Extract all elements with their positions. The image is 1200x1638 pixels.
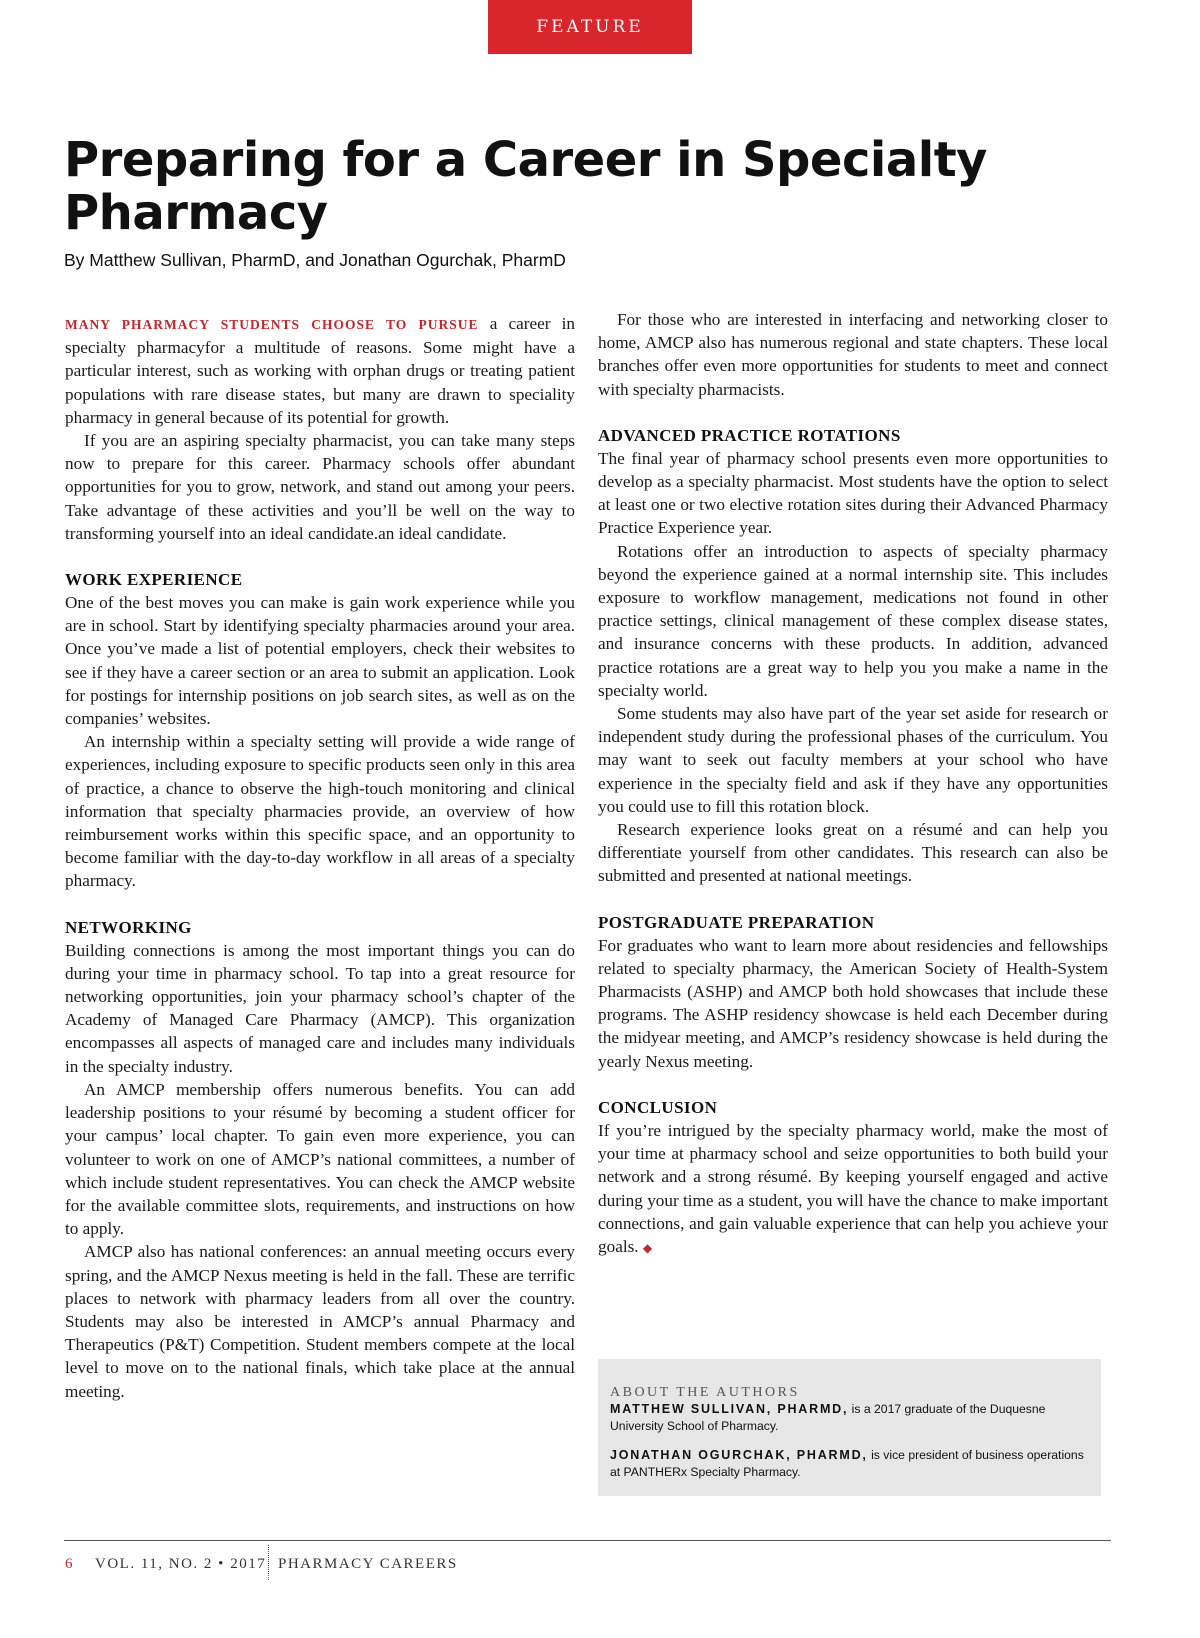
heading-networking: NETWORKING xyxy=(65,917,192,937)
rotations-paragraph-2: Rotations offer an introduction to aspects of specialty pharmacy beyond the experience gained at a normal internship site. This includes exposure to workflow management, medications not found in other practice settings, clinical management of these complex disease states, and insurance concerns with these products. In addition, advanced practice rotations are a great way to help you you make a name in the specialty world. xyxy=(598,541,1108,700)
author-name-2: JONATHAN OGURCHAK, PHARMD, xyxy=(610,1448,868,1462)
heading-rotations: ADVANCED PRACTICE ROTATIONS xyxy=(598,425,901,445)
intro-paragraph-2: If you are an aspiring specialty pharmacist, you can take many steps now to prepare for this career. Pharmacy schools offer abundant opportunities for you to grow, network, and stand out among your peers. Take advantage of these activities and you’ll be well on the way to transforming yourself into an ideal candidate.an ideal candidate. xyxy=(65,431,575,543)
journal-name: PHARMACY CAREERS xyxy=(278,1556,458,1572)
left-column xyxy=(65,312,575,1403)
end-mark-icon: ◆ xyxy=(642,1240,653,1255)
work-paragraph-1: One of the best moves you can make is gain work experience while you are in school. Start by identifying specialty pharmacies around your area. Once you’ve made a list of potential employers, check their websites to see if they have a career section or an area to submit an application. Look for postings for internship positions on job search sites, as well as on the companies’ websites. xyxy=(65,593,575,729)
section-tab: FEATURE xyxy=(488,0,692,54)
about-authors-box xyxy=(598,1359,1101,1496)
author-bio-2 xyxy=(610,1447,1089,1481)
footer-separator xyxy=(268,1545,269,1580)
rotations-paragraph-3: Some students may also have part of the year set aside for research or independent study during the professional phases of the curriculum. You may want to seek out faculty members at your school who have experience in the specialty field and ask if they have any opportunities you could use to fill this rotation block. xyxy=(598,704,1108,816)
intro-paragraph-1 xyxy=(65,312,575,429)
author-bio-1-text: is a 2017 graduate of the Duquesne University School of Pharmacy. xyxy=(610,1402,1046,1433)
rotations-paragraph-4: Research experience looks great on a résumé and can help you differentiate yourself from other candidates. This research can also be submitted and presented at national meetings. xyxy=(598,820,1108,886)
conclusion-paragraph-1 xyxy=(598,1119,1108,1260)
right-column xyxy=(598,308,1108,1260)
article-title: Preparing for a Career in Specialty Pharmacy xyxy=(64,132,987,241)
footer-rule xyxy=(64,1540,1111,1541)
heading-postgraduate: POSTGRADUATE PREPARATION xyxy=(598,912,875,932)
page-number: 6 xyxy=(65,1556,74,1572)
heading-work-experience: WORK EXPERIENCE xyxy=(65,570,243,590)
conclusion-text: If you’re intrigued by the specialty pharmacy world, make the most of your time at pharmacy school and seize opportunities to both build your network and a strong résumé. By keeping yourself engaged and active during your time as a student, you will have the chance to make important connections, and gain valuable experience that can help you achieve your goals. xyxy=(598,1120,1108,1256)
intro-paragraph-1-text: a career in specialty pharmacyfor a multitude of reasons. Some might have a particular interest, such as working with orphan drugs or treating patient populations with rare disease states, but many are drawn to speciality pharmacy in general because of its potential for growth. xyxy=(65,314,575,427)
author-bio-1 xyxy=(610,1401,1089,1435)
networking-paragraph-2: An AMCP membership offers numerous benefits. You can add leadership positions to your résumé by becoming a student officer for your campus’ local chapter. To gain even more experience, you can volunteer to work on one of AMCP’s national committees, a number of which include student representatives. You can check the AMCP website for the available committee slots, requirements, and instructions on how to apply. xyxy=(65,1079,575,1239)
postgraduate-paragraph-1: For graduates who want to learn more about residencies and fellowships related to specialty pharmacy, the American Society of Health-System Pharmacists (ASHP) and AMCP both hold showcases that include these programs. The ASHP residency showcase is held each December during the midyear meeting, and AMCP’s residency showcase is held during the yearly Nexus meeting. xyxy=(598,935,1108,1071)
networking-paragraph-4: For those who are interested in interfacing and networking closer to home, AMCP also has numerous regional and state chapters. These local branches offer even more opportunities for students to meet and connect with specialty pharmacists. xyxy=(598,310,1108,399)
networking-paragraph-1: Building connections is among the most important things you can do during your time in pharmacy school. To tap into a great resource for networking opportunities, join your pharmacy school’s chapter of the Academy of Managed Care Pharmacy (AMCP). This organization encompasses all aspects of managed care and includes many individuals in the specialty industry. xyxy=(65,940,575,1076)
work-paragraph-2: An internship within a specialty setting will provide a wide range of experiences, including exposure to specific products seen only in this area of practice, a chance to observe the high-touch monitoring and clinical information that specialty pharmacies provide, an overview of how reimbursement works within this specific space, and an opportunity to become familiar with the day-to-day workflow in all areas of a specialty pharmacy. xyxy=(65,732,575,891)
rotations-paragraph-1: The final year of pharmacy school presents even more opportunities to develop as a specialty pharmacist. Most students have the option to select at least one or two elective rotation sites during their Advanced Pharmacy Practice Experience year. xyxy=(598,448,1108,538)
byline: By Matthew Sullivan, PharmD, and Jonathan Ogurchak, PharmD xyxy=(64,250,566,270)
author-name-1: MATTHEW SULLIVAN, PHARMD, xyxy=(610,1402,849,1416)
networking-paragraph-3: AMCP also has national conferences: an annual meeting occurs every spring, and the AMCP Nexus meeting is held in the fall. These are terrific places to network with pharmacy leaders from all over the country. Students may also be interested in AMCP’s annual Pharmacy and Therapeutics (P&T) Competition. Student members compete at the local level to move on to the national finals, which take place at the annual meeting. xyxy=(65,1242,575,1401)
about-authors-heading: ABOUT THE AUTHORS xyxy=(610,1385,800,1400)
author-bio-2-text: is vice president of business operations at PANTHERx Specialty Pharmacy. xyxy=(610,1448,1084,1479)
lead-in: MANY PHARMACY STUDENTS CHOOSE TO PURSUE xyxy=(65,317,479,332)
heading-conclusion: CONCLUSION xyxy=(598,1097,718,1117)
issue-info: VOL. 11, NO. 2 • 2017 xyxy=(95,1556,267,1572)
